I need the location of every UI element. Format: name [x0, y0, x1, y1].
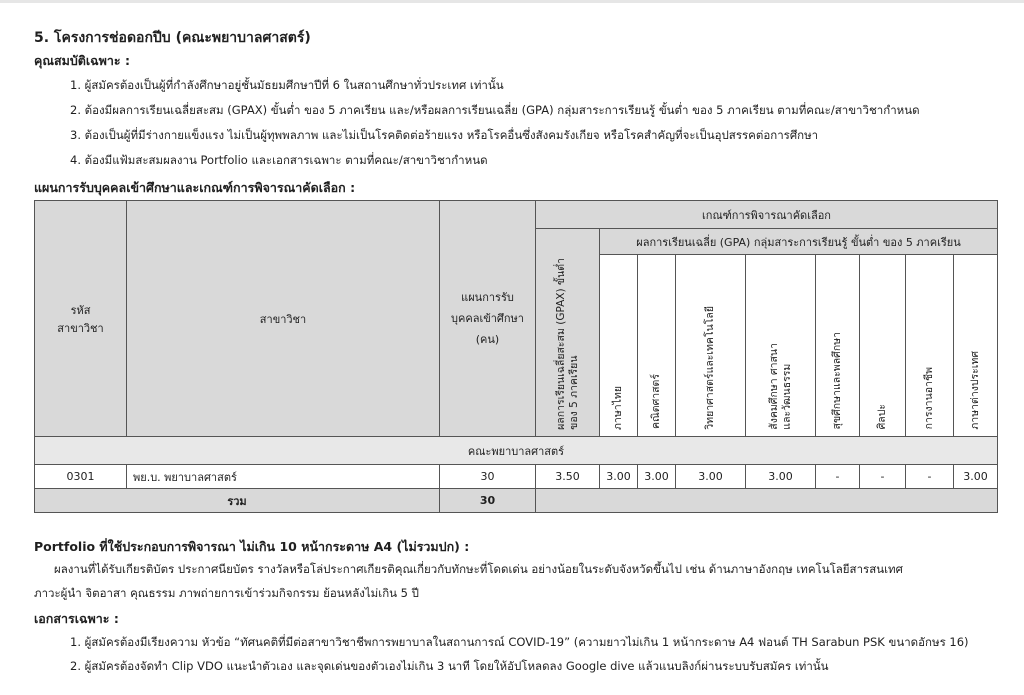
- row-code: 0301: [35, 465, 127, 489]
- row-score: -: [906, 465, 954, 489]
- subject-thai: ภาษาไทย: [600, 255, 638, 437]
- total-row: [35, 489, 998, 513]
- subject-math: คณิตศาสตร์: [638, 255, 676, 437]
- subject-career: การงานอาชีพ: [906, 255, 954, 437]
- row-score: -: [816, 465, 860, 489]
- row-score: 3.00: [600, 465, 638, 489]
- subject-science: วิทยาศาสตร์และเทคโนโลยี: [676, 255, 746, 437]
- qualifications-heading: คุณสมบัติเฉพาะ :: [34, 53, 130, 68]
- header-gpax: ผลการเรียนเฉลี่ยสะสม (GPAX) ขั้นต่ำ ของ 5 ภาคเรียน: [536, 229, 600, 437]
- portfolio-text: ผลงานที่ได้รับเกียรติบัตร ประกาศนียบัตร รางวัลหรือโล่ประกาศเกียรติคุณเกี่ยวกับทักษะที่โดดเด่น อย่างน้อยในระดับจังหวัดขึ้นไป เช่น ด้านภาษาอังกฤษ เทคโนโลยีสารสนเทศ: [54, 562, 903, 576]
- doc-item: 1. ผู้สมัครต้องมีเรียงความ หัวข้อ “ทัศนคติที่มีต่อสาขาวิชาชีพการพยาบาลในสถานการณ์ COVID-19” (ความยาวไม่เกิน 1 หน้ากระดาษ A4 ฟอนต์ TH Sarabun PSK ขนาดอักษร 16): [70, 635, 969, 649]
- row-score: 3.00: [638, 465, 676, 489]
- subject-social: สังคมศึกษา ศาสนา และวัฒนธรรม: [746, 255, 816, 437]
- subject-art: ศิลปะ: [860, 255, 906, 437]
- row-plan: 30: [440, 465, 536, 489]
- header-major: สาขาวิชา: [127, 201, 440, 437]
- subject-health: สุขศึกษาและพลศึกษา: [816, 255, 860, 437]
- subject-foreign-language: ภาษาต่างประเทศ: [954, 255, 998, 437]
- top-divider: [0, 0, 1024, 3]
- portfolio-heading: Portfolio ที่ใช้ประกอบการพิจารณา ไม่เกิน 10 หน้ากระดาษ A4 (ไม่รวมปก) :: [34, 539, 470, 554]
- plan-heading: แผนการรับบุคคลเข้าศึกษาและเกณฑ์การพิจารณาคัดเลือก :: [34, 180, 356, 195]
- doc-item: 2. ผู้สมัครต้องจัดทำ Clip VDO แนะนำตัวเอง และจุดเด่นของตัวเองไม่เกิน 3 นาที โดยให้อัปโหลดลง Google dive แล้วแนบลิงก์ผ่านระบบรับสมัคร เท่านั้น: [70, 659, 829, 673]
- qualification-item: 1. ผู้สมัครต้องเป็นผู้ที่กำลังศึกษาอยู่ชั้นมัธยมศึกษาปีที่ 6 ในสถานศึกษาทั่วประเทศ เท่านั้น: [70, 78, 504, 92]
- table-row: [35, 465, 998, 489]
- criteria-table: [34, 200, 998, 513]
- qualification-item: 2. ต้องมีผลการเรียนเฉลี่ยสะสม (GPAX) ขั้นต่ำ ของ 5 ภาคเรียน และ/หรือผลการเรียนเฉลี่ย (GPA) กลุ่มสาระการเรียนรู้ ขั้นต่ำ ของ 5 ภาคเรียน ตามที่คณะ/สาขาวิชากำหนด: [70, 103, 920, 117]
- row-score: -: [860, 465, 906, 489]
- header-gpa: ผลการเรียนเฉลี่ย (GPA) กลุ่มสาระการเรียนรู้ ขั้นต่ำ ของ 5 ภาคเรียน: [600, 229, 998, 255]
- faculty-row: คณะพยาบาลศาสตร์: [35, 437, 998, 465]
- total-empty: [536, 489, 998, 513]
- row-major: พย.บ. พยาบาลศาสตร์: [127, 465, 440, 489]
- qualification-item: 4. ต้องมีแฟ้มสะสมผลงาน Portfolio และเอกสารเฉพาะ ตามที่คณะ/สาขาวิชากำหนด: [70, 153, 488, 167]
- row-gpax: 3.50: [536, 465, 600, 489]
- row-score: 3.00: [676, 465, 746, 489]
- qualification-item: 3. ต้องเป็นผู้ที่มีร่างกายแข็งแรง ไม่เป็นผู้ทุพพลภาพ และไม่เป็นโรคติดต่อร้ายแรง หรือโรคอื่นซึ่งสังคมรังเกียจ หรือโรคสำคัญที่จะเป็นอุปสรรคต่อการศึกษา: [70, 128, 819, 142]
- total-value: 30: [440, 489, 536, 513]
- docs-heading: เอกสารเฉพาะ :: [34, 611, 119, 626]
- header-criteria: เกณฑ์การพิจารณาคัดเลือก: [536, 201, 998, 229]
- total-label: รวม: [35, 489, 440, 513]
- header-plan: แผนการรับ บุคคลเข้าศึกษา (คน): [440, 201, 536, 437]
- row-score: 3.00: [746, 465, 816, 489]
- section-title: 5. โครงการช่อดอกปีบ (คณะพยาบาลศาสตร์): [34, 30, 311, 46]
- portfolio-text: ภาวะผู้นำ จิตอาสา คุณธรรม ภาพถ่ายการเข้าร่วมกิจกรรม ย้อนหลังไม่เกิน 5 ปี: [34, 586, 419, 600]
- row-score: 3.00: [954, 465, 998, 489]
- header-code: รหัส สาขาวิชา: [35, 201, 127, 437]
